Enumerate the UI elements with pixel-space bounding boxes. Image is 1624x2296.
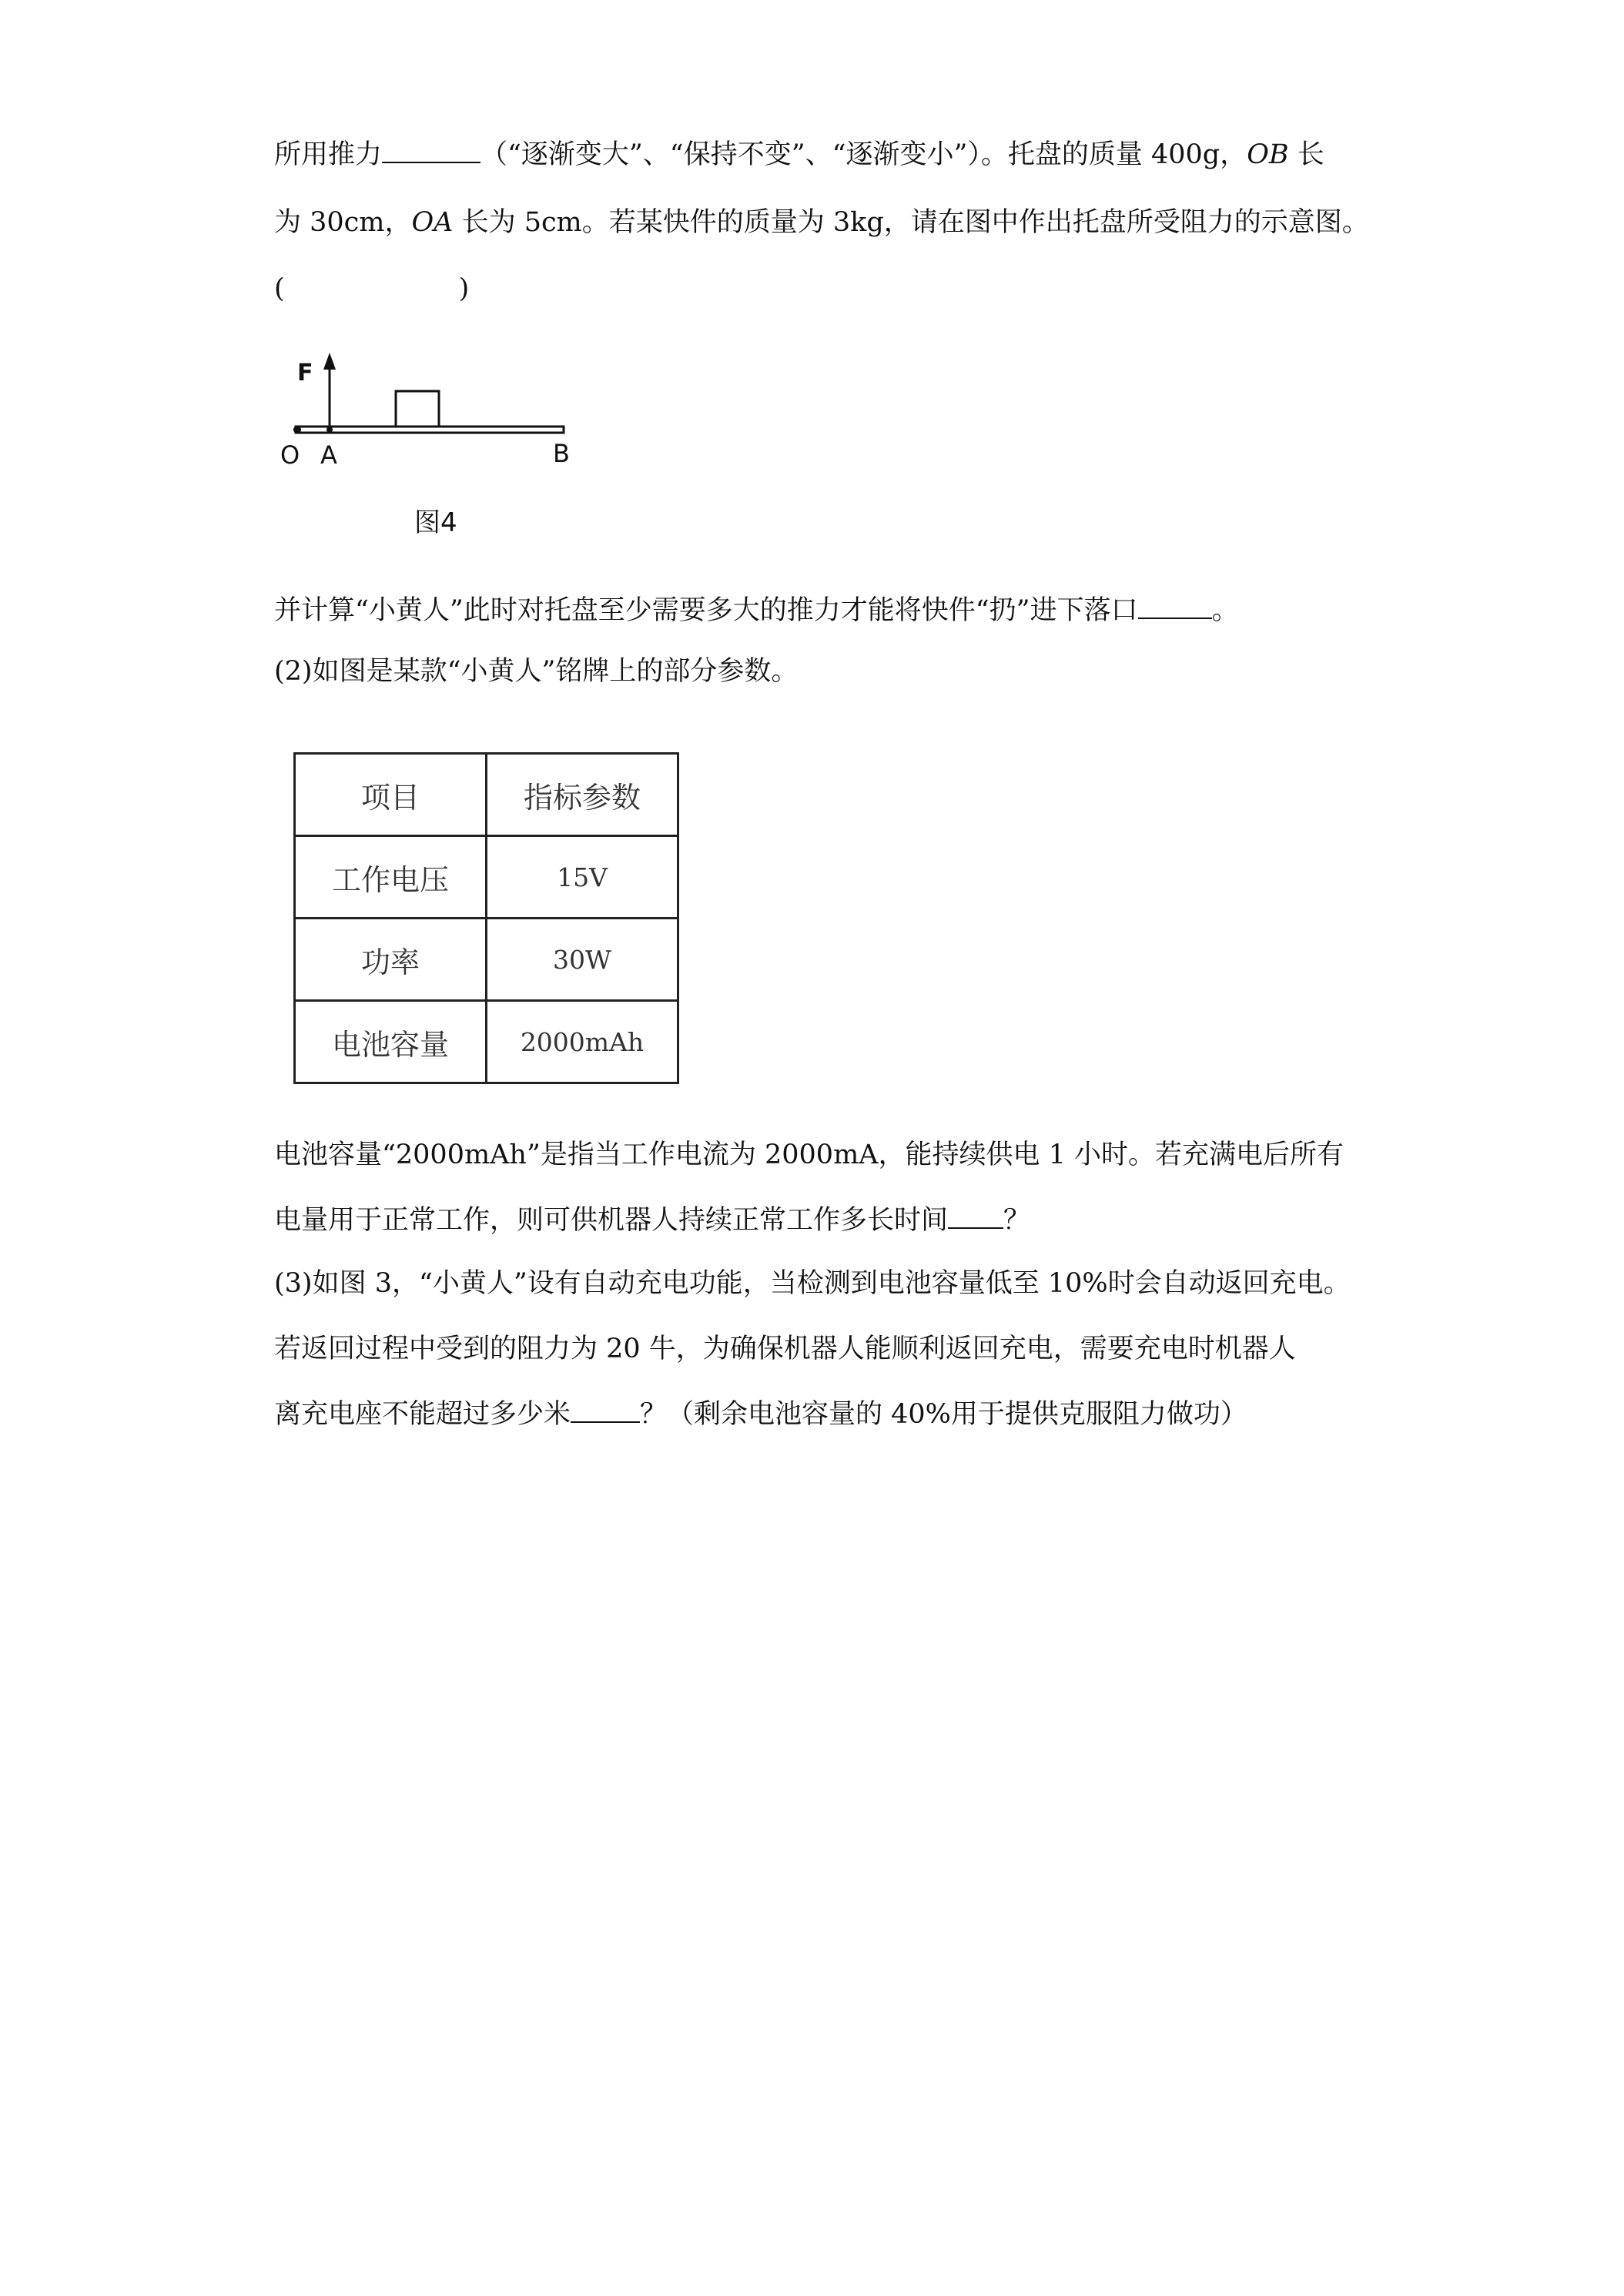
package-box — [396, 391, 439, 427]
table-row — [295, 1001, 678, 1083]
figure-4-lever-diagram — [277, 348, 585, 548]
text-segment: 离充电座不能超过多少米 — [274, 1399, 571, 1430]
nameplate-parameter-table — [293, 752, 679, 1084]
point-a-label: A — [320, 440, 337, 470]
text-line-8: (3)如图 3，“小黄人”设有自动充电功能，当检测到电池容量低至 10%时会自动返回充电。 — [274, 1268, 1351, 1299]
text-segment: （“逐渐变大”、“保持不变”、“逐渐变小”）。托盘的质量 400g， — [481, 139, 1247, 170]
table-header-cell: 项目 — [295, 754, 487, 836]
text-line-6: 电池容量“2000mAh”是指当工作电流为 2000mA，能持续供电 1 小时。若充满电后所有 — [274, 1140, 1344, 1170]
point-b-label: B — [553, 439, 570, 468]
text-line-3 — [274, 269, 469, 308]
table-cell: 工作电压 — [295, 836, 487, 919]
point-o-label: O — [280, 440, 300, 470]
table-cell: 2000mAh — [487, 1001, 678, 1083]
text-line-9: 若返回过程中受到的阻力为 20 牛，为确保机器人能顺利返回充电，需要充电时机器人 — [274, 1334, 1296, 1364]
text-line-7 — [274, 1201, 1030, 1240]
table-cell: 15V — [487, 836, 678, 919]
text-line-4 — [274, 591, 1239, 630]
text-line-5: (2)如图是某款“小黄人”铭牌上的部分参数。 — [274, 656, 799, 687]
text-segment: 长为 5cm。若某快件的质量为 3kg，请在图中作出托盘所受阻力的示意图。 — [453, 207, 1369, 238]
table-cell: 电池容量 — [295, 1001, 487, 1083]
table-header-row — [295, 754, 678, 836]
point-a-dot — [326, 427, 333, 433]
text-line-2 — [274, 203, 1369, 242]
force-arrow-head — [323, 353, 336, 370]
paren-open: ( — [274, 273, 285, 304]
table-cell: 功率 — [295, 919, 487, 1001]
table-row — [295, 836, 678, 919]
table-header-cell: 指标参数 — [487, 754, 678, 836]
table-row — [295, 919, 678, 1001]
segment-oa: OA — [411, 207, 454, 238]
text-segment: ？（剩余电池容量的 40%用于提供克服阻力做功） — [640, 1399, 1247, 1430]
answer-blank-4[interactable] — [571, 1398, 640, 1423]
table-cell: 30W — [487, 919, 678, 1001]
text-segment: ？ — [1003, 1205, 1031, 1236]
segment-ob: OB — [1247, 139, 1289, 170]
force-label: F — [297, 360, 313, 387]
text-segment: 所用推力 — [274, 139, 383, 170]
text-segment: 。 — [1211, 595, 1239, 626]
text-segment: 长 — [1288, 139, 1324, 170]
paren-close: ) — [458, 273, 470, 304]
text-segment: 并计算“小黄人”此时对托盘至少需要多大的推力才能将快件“扔”进下落口 — [274, 595, 1138, 626]
text-segment: 为 30cm， — [274, 207, 412, 238]
text-line-1 — [274, 136, 1324, 174]
answer-blank-3[interactable] — [948, 1204, 1003, 1229]
text-line-10 — [274, 1395, 1247, 1434]
answer-blank-2[interactable] — [1138, 594, 1212, 619]
pivot-o — [293, 426, 301, 433]
text-segment: 电量用于正常工作，则可供机器人持续正常工作多长时间 — [274, 1205, 949, 1236]
answer-blank-1[interactable] — [382, 139, 481, 163]
figure-caption: 图4 — [414, 507, 457, 538]
